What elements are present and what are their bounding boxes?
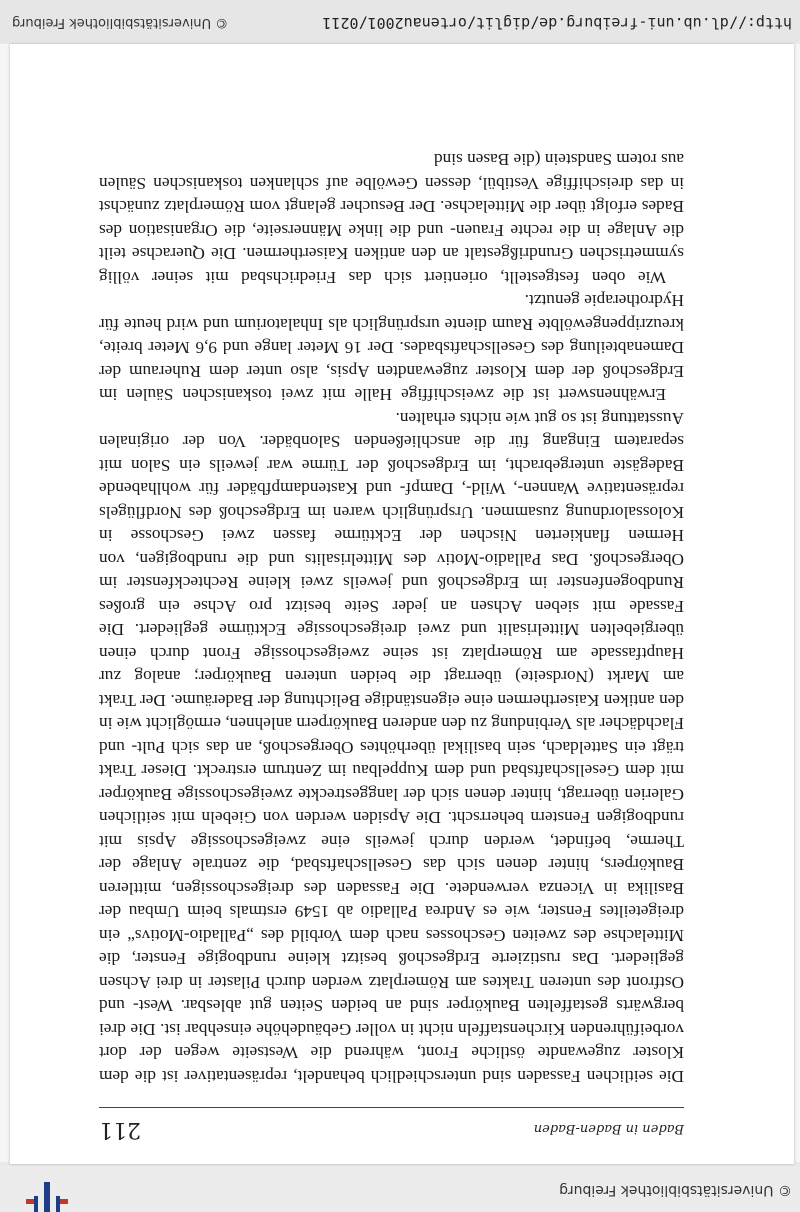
paragraph: Die seitlichen Fassaden sind unterschiedlich behandelt, repräsentativer ist die dem Kloster zugewandte östliche Front, während die Westseite wegen der dort vorbeiführenden Kirchenstaffeln nicht in voller Gebäudehöhe einsehbar ist. Die drei bergwärts gestaffelten Baukörper sind an beiden Seiten gut ablesbar. West- und Ostfront des unteren Traktes am Römerplatz werden durch Pilaster in drei Achsen gegliedert. Das rustizierte Erdgeschoß besitzt kleine rundbogige Fenster, die Mittelachse des zweiten Geschosses nach dem Vorbild des „Palladio-Motivs“ ein dreigeteiltes Fenster, wie es Andrea Palladio ab 1549 erstmals beim Umbau der Basilika in Vicenza verwendete. Die Fassaden des dreigeschossigen, mittleren Baukörpers, hinter denen sich das Gesellschaftsbad, die zentrale Anlage der Therme, befindet, werden durch jeweils eine zweigeschossige Apsis mit rundbogigen Fenstern beherrscht. Die Apsiden werden von Giebeln mit seitlichen Galerien überragt, hinter denen sich der langgestreckte zweigeschossige Baukörper mit dem Gesellschaftsbad und dem Kuppelbau im Zentrum erstreckt. Dieser Trakt trägt ein Satteldach, sein basilikal überhöhtes Obergeschoß, an das sich Pult- und Flachdächer als Verbindung zu den anderen Baukörpern anlehnen, ermöglicht wie in den antiken Kaiserthermen eine eigenständige Belichtung der Baderäume. Der Trakt am Markt (Nordseite) überragt die beiden unteren Baukörper; analog zur Hauptfassade am Römerplatz ist seine zweigeschossige Front durch einen übergiebelten Mittelrisalit und zwei dreigeschossige Ecktürme gegliedert. Die Fassade mit sieben Achsen an jeder Seite besitzt pro Achse ein großes Rundbogenfenster im Erdgeschoß und jeweils zwei kleine Rechteckfenster im Obergeschoß. Das Palladio-Motiv des Mittelrisalits und die rundbogigen, von Hermen flankierten Nischen der Ecktürme fassen zwei Geschosse in Kolossalordnung zusammen. Ursprünglich waren im Erdgeschoß des Nordflügels repräsentative Wannen-, Wild-, Dampf- und Kastendampfbäder für wohlhabende Badegäste untergebracht, im Erdgeschoß der Türme war jeweils ein Salon mit separatem Eingang für die anschließenden Salonbäder. Von der originalen Ausstattung ist so gut wie nichts erhalten. — [99, 409, 684, 1086]
page-number: 211 — [99, 1117, 141, 1142]
paragraph: Erwähnenswert ist die zweischiffige Halle mit zwei toskanischen Säulen im Erdgeschoß der dem Kloster zugewandten Apsis, also unter dem Ruheraum der Damenabteilung des Gesellschaftsbades. Der 16 Meter lange und 9,6 Meter breite, kreuzrippengewölbte Raum diente ursprünglich als Inhalatorium und wird heute für Hydrotherapie genutzt. — [99, 291, 684, 405]
header-rule — [99, 1107, 684, 1108]
body-text — [99, 148, 684, 1088]
library-logo-icon — [22, 1182, 72, 1212]
library-credit: © Universitätsbibliothek Freiburg — [559, 1182, 792, 1198]
page-header — [99, 1110, 684, 1142]
source-credit: © Universitätsbibliothek Freiburg — [12, 15, 229, 30]
source-url[interactable]: http://dl.ub.uni-freiburg.de/diglit/ortenau2001/0211 — [322, 14, 792, 32]
paragraph: Wie oben festgestellt, orientiert sich das Friedrichsbad mit seiner völlig symmetrischen Grundrißgestalt an den antiken Kaiserthermen. Die Querachse teilt die Anlage in die rechte Frauen- und die linke Männerseite, die Organisation des Bades erfolgt über die Mittelachse. Der Besucher gelangt vom Römerplatz zunächst in das dreischiffige Vestibül, dessen Gewölbe auf schlanken toskanischen Säulen aus rotem Sandstein (die Basen sind — [99, 150, 684, 287]
running-title: Baden in Baden-Baden — [533, 1121, 684, 1136]
viewer-top-bar — [0, 1166, 800, 1212]
viewer-url-bar — [0, 0, 800, 42]
